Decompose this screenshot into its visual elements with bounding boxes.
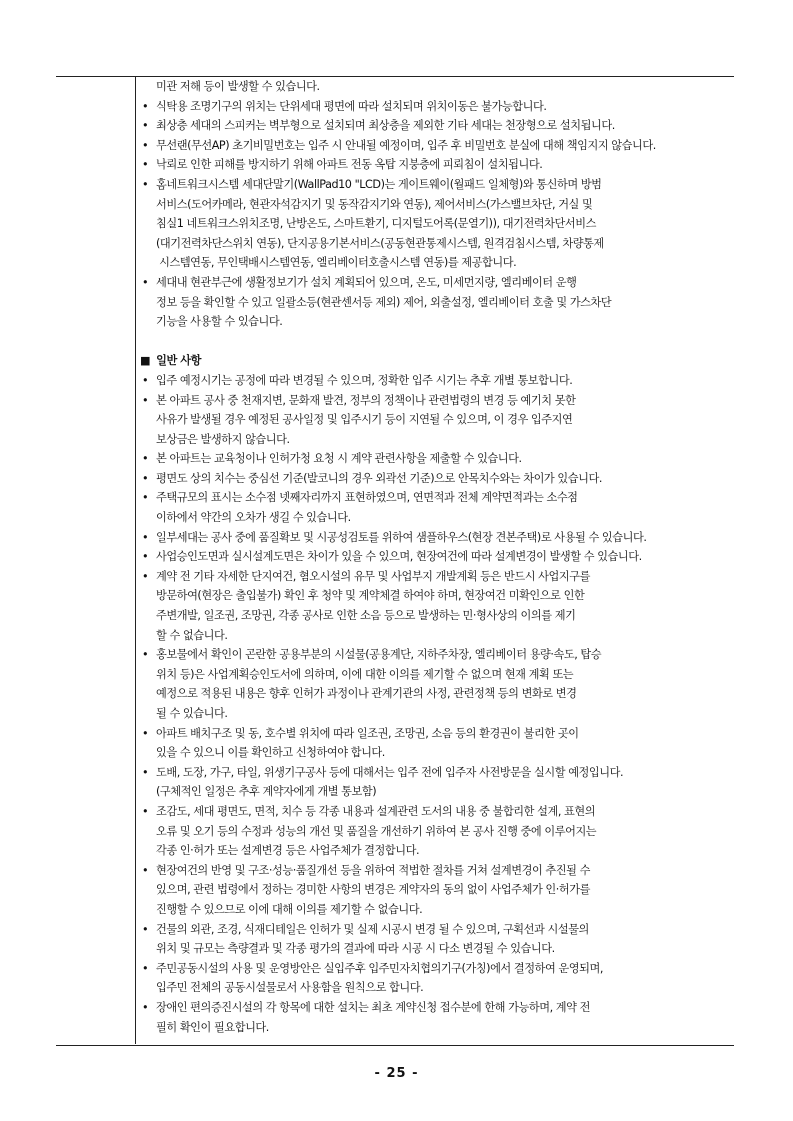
list-item-line: 이하에서 약간의 오차가 생길 수 있습니다. xyxy=(156,511,351,525)
list-item xyxy=(140,97,734,117)
list-item xyxy=(140,371,734,391)
list-item xyxy=(140,136,734,156)
list-item-line: 필히 확인이 필요합니다. xyxy=(156,1020,269,1034)
list-item-line: 예정으로 적용된 내용은 향후 인허가 과정이나 관계기관의 사정, 관련정책 등의 변화로 변경 xyxy=(156,687,577,701)
list-item-line: 정보 등을 확인할 수 있고 일괄소등(현관센서등 제외) 제어, 외출설정, 엘리베이터 호출 및 가스차단 xyxy=(156,295,612,309)
list-item xyxy=(140,391,734,450)
list-item-line: 낙뢰로 인한 피해를 방지하기 위해 아파트 전동 옥탑 지붕층에 피뢰침이 설치됩니다. xyxy=(156,158,543,172)
list-item xyxy=(140,488,734,527)
list-item-line: 건물의 외관, 조경, 식재디테일은 인허가 및 실제 시공시 변경 될 수 있으며, 구획선과 시설물의 xyxy=(156,922,589,936)
bullet-icon: • xyxy=(142,863,149,877)
bullet-icon: • xyxy=(142,471,149,485)
list-item-line: 시스템연동, 무인택배시스템연동, 엘리베이터호출시스템 연동)를 제공합니다. xyxy=(156,256,517,270)
bullet-icon: • xyxy=(142,452,149,466)
continuation-line: 미관 저해 등이 발생할 수 있습니다. xyxy=(156,80,320,93)
list-item-line: 홍보물에서 확인이 곤란한 공용부분의 시설물(공용계단, 지하주차장, 엘리베이터 용량·속도, 탑승 xyxy=(156,648,602,662)
list-item xyxy=(140,449,734,469)
bullet-icon: • xyxy=(142,275,149,289)
list-item-line: 입주 예정시기는 공정에 따라 변경될 수 있으며, 정확한 입주 시기는 추후 개별 통보합니다. xyxy=(156,373,573,387)
bullet-icon: • xyxy=(142,726,149,740)
bullet-icon: • xyxy=(142,804,149,818)
list-item-line: 장애인 편의증진시설의 각 항목에 대한 설치는 최초 계약신청 접수분에 한해 가능하며, 계약 전 xyxy=(156,1000,590,1014)
bullet-icon: • xyxy=(142,373,149,387)
list-item-line: 위치 등)은 사업계획승인도서에 의하며, 이에 대한 이의를 제기할 수 없으며 현재 계획 또는 xyxy=(156,667,574,681)
list-item-line: 있을 수 있으니 이를 확인하고 신청하여야 합니다. xyxy=(156,746,385,760)
list-item xyxy=(140,567,734,645)
bullet-icon: • xyxy=(142,491,149,505)
general-notes-list xyxy=(140,371,734,1037)
bullet-icon: • xyxy=(142,569,149,583)
bullet-icon: • xyxy=(142,393,149,407)
list-item-line: 진행할 수 있으므로 이에 대해 이의를 제기할 수 없습니다. xyxy=(156,902,423,916)
list-item-line: 할 수 없습니다. xyxy=(156,628,228,642)
list-item-line: 홈네트워크시스템 세대단말기(WallPad10 "LCD)는 게이트웨이(월패드 일체형)와 통신하며 방범 xyxy=(156,177,602,191)
list-item-line: 도배, 도장, 가구, 타일, 위생기구공사 등에 대해서는 입주 전에 입주자 사전방문을 실시할 예정입니다. xyxy=(156,765,624,779)
list-item xyxy=(140,998,734,1037)
list-item xyxy=(140,763,734,802)
bullet-icon: • xyxy=(142,158,149,172)
list-item-line: (대기전력차단스위치 연동), 단지공용기본서비스(공동현관통제시스템, 원격검침시스템, 차량통제 xyxy=(156,236,604,250)
facility-notes-list xyxy=(140,97,734,332)
list-item xyxy=(140,645,734,723)
list-item-line: 최상층 세대의 스피커는 벽부형으로 설치되며 최상층을 제외한 기타 세대는 천장형으로 설치됩니다. xyxy=(156,119,615,133)
list-item-line: 위치 및 규모는 측량결과 및 각종 평가의 결과에 따라 시공 시 다소 변경될 수 있습니다. xyxy=(156,942,555,956)
bullet-icon: • xyxy=(142,765,149,779)
notice-content xyxy=(140,77,734,1037)
list-item-line: 오류 및 오기 등의 수정과 성능의 개선 및 품질을 개선하기 위하여 본 공사 진행 중에 이루어지는 xyxy=(156,824,597,838)
bullet-icon: • xyxy=(142,177,149,191)
bullet-icon: • xyxy=(142,922,149,936)
section-marker-icon: ■ xyxy=(140,354,151,368)
list-item xyxy=(140,116,734,136)
bullet-icon: • xyxy=(142,648,149,662)
list-item xyxy=(140,547,734,567)
list-item-line: 될 수 있습니다. xyxy=(156,707,228,720)
bullet-icon: • xyxy=(142,119,149,133)
list-item-line: 평면도 상의 치수는 중심선 기준(발코니의 경우 외곽선 기준)으로 안목치수와는 차이가 있습니다. xyxy=(156,471,602,485)
list-item xyxy=(140,155,734,175)
section-title: 일반 사항 xyxy=(156,354,201,368)
list-item-line: 아파트 배치구조 및 동, 호수별 위치에 따라 일조권, 조망권, 소음 등의 환경권이 불리한 곳이 xyxy=(156,726,579,740)
bullet-icon: • xyxy=(142,530,149,544)
list-item xyxy=(140,959,734,998)
list-item xyxy=(140,920,734,959)
list-item-line: 일부세대는 공사 중에 품질확보 및 시공성검토를 위하여 샘플하우스(현장 견본주택)로 사용될 수 있습니다. xyxy=(156,530,647,544)
list-item-line: 조감도, 세대 평면도, 면적, 치수 등 각종 내용과 설계관련 도서의 내용 중 불합리한 설계, 표현의 xyxy=(156,804,596,818)
list-item-line: 주민공동시설의 사용 및 운영방안은 실입주후 입주민자치협의기구(가칭)에서 결정하여 운영되며, xyxy=(156,961,603,975)
section-heading-general xyxy=(140,351,734,371)
section-gap xyxy=(140,332,734,352)
list-item xyxy=(140,528,734,548)
list-item-line: 세대내 현관부근에 생활정보기가 설치 계획되어 있으며, 온도, 미세먼지량, 엘리베이터 운행 xyxy=(156,275,577,289)
list-item-line: 사유가 발생될 경우 예정된 공사일정 및 입주시기 등이 지연될 수 있으며, 이 경우 입주지연 xyxy=(156,413,573,427)
bullet-icon: • xyxy=(142,138,149,152)
list-item-line: 사업승인도면과 실시설계도면은 차이가 있을 수 있으며, 현장여건에 따라 설계변경이 발생할 수 있습니다. xyxy=(156,550,642,564)
list-item xyxy=(140,802,734,861)
bullet-icon: • xyxy=(142,1000,149,1014)
list-item-line: 기능을 사용할 수 있습니다. xyxy=(156,315,283,329)
list-item-line: 무선랜(무선AP) 초기비밀번호는 입주 시 안내될 예정이며, 입주 후 비밀번호 분실에 대해 책임지지 않습니다. xyxy=(156,138,656,152)
list-item xyxy=(140,175,734,273)
list-item xyxy=(140,861,734,920)
list-item-line: 서비스(도어카메라, 현관자석감지기 및 동작감지기와 연동), 제어서비스(가스밸브차단, 거실 및 xyxy=(156,197,593,211)
list-item-line: 방문하여(현장은 출입불가) 확인 후 청약 및 계약체결 하여야 하며, 현장여건 미확인으로 인한 xyxy=(156,589,585,603)
table-column-divider xyxy=(135,76,136,1044)
bullet-icon: • xyxy=(142,961,149,975)
list-item xyxy=(140,469,734,489)
page-number: - 25 - xyxy=(374,1066,419,1081)
list-item-line: 주변개발, 일조권, 조망권, 각종 공사로 인한 소음 등으로 발생하는 민·형사상의 이의를 제기 xyxy=(156,609,576,623)
list-item xyxy=(140,273,734,332)
list-item-line: 보상금은 발생하지 않습니다. xyxy=(156,432,290,446)
list-item-line: 본 아파트는 교육청이나 인허가청 요청 시 계약 관련사항을 제출할 수 있습니다. xyxy=(156,452,522,466)
list-item-line: 침실1 네트워크스위치조명, 난방온도, 스마트환기, 디지털도어록(문열기)), 대기전력차단서비스 xyxy=(156,217,596,231)
list-item-line: 각종 인·허가 또는 설계변경 등은 사업주체가 결정합니다. xyxy=(156,844,420,858)
list-item-line: 입주민 전체의 공동시설물로서 사용함을 원칙으로 합니다. xyxy=(156,981,424,995)
list-item-line: 있으며, 관련 법령에서 정하는 경미한 사항의 변경은 계약자의 동의 없이 사업주체가 인·허가를 xyxy=(156,883,590,897)
list-item xyxy=(140,724,734,763)
bullet-icon: • xyxy=(142,99,149,113)
list-item-line: 주택규모의 표시는 소수점 넷째자리까지 표현하였으며, 연면적과 전체 계약면적과는 소수점 xyxy=(156,491,578,505)
list-item-line: 계약 전 기타 자세한 단지여건, 혐오시설의 유무 및 사업부지 개발계획 등은 반드시 사업지구를 xyxy=(156,569,590,583)
list-item-line: 식탁용 조명기구의 위치는 단위세대 평면에 따라 설치되며 위치이동은 불가능합니다. xyxy=(156,99,547,113)
list-item-line: 현장여건의 반영 및 구조·성능·품질개선 등을 위하여 적법한 절차를 거쳐 설계변경이 추진될 수 xyxy=(156,863,590,877)
list-item-line: 본 아파트 공사 중 천재지변, 문화재 발견, 정부의 정책이나 관련법령의 변경 등 예기치 못한 xyxy=(156,393,576,407)
list-item-line: (구체적인 일정은 추후 계약자에게 개별 통보함) xyxy=(156,785,377,799)
bullet-icon: • xyxy=(142,550,149,564)
